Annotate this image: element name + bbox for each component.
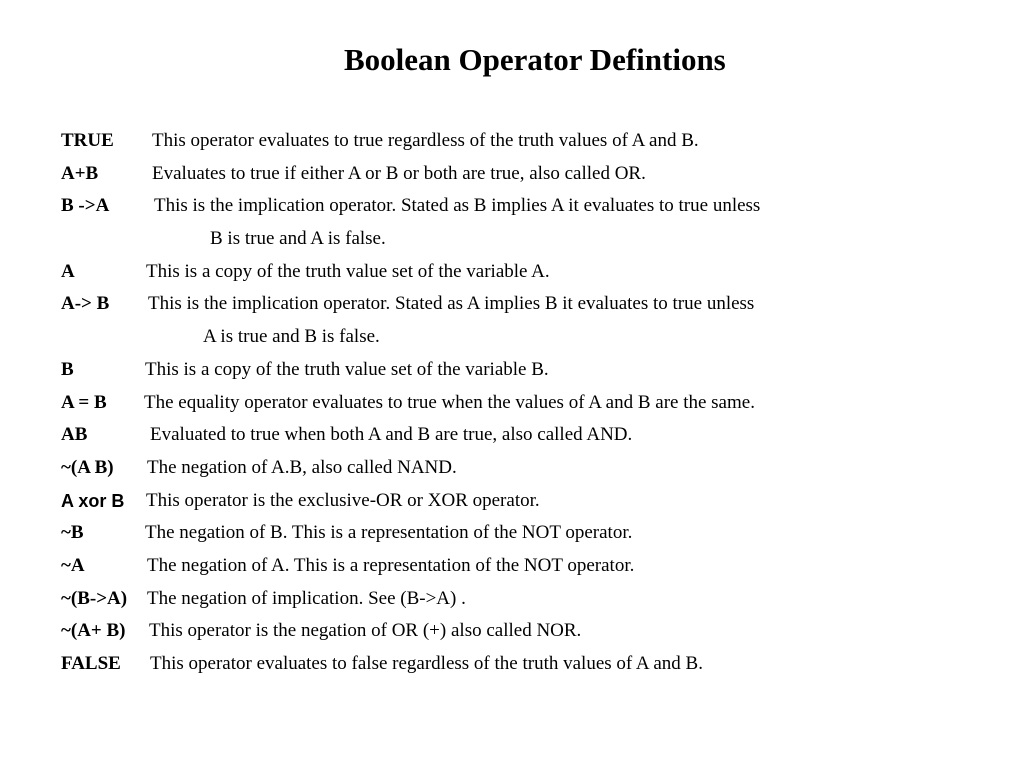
- definition-b-implies-a-continuation: [61, 223, 1001, 256]
- definition-description: The negation of implication. See (B->A) .: [147, 587, 466, 609]
- definition-a-implies-b: [61, 288, 1001, 321]
- definition-term: A: [61, 260, 75, 282]
- definition-description: The negation of A.B, also called NAND.: [147, 456, 457, 478]
- definition-term: A+B: [61, 162, 99, 184]
- definition-term: ~(B->A): [61, 587, 128, 609]
- definition-continuation: A is true and B is false.: [203, 326, 380, 348]
- definition-term: A-> B: [61, 293, 110, 315]
- definition-not-a: [61, 550, 1001, 583]
- definition-not-b: [61, 517, 1001, 550]
- definition-description: This is a copy of the truth value set of the variable A.: [146, 260, 550, 282]
- definitions-list: [61, 125, 1001, 681]
- definition-term: B ->A: [61, 195, 110, 217]
- definition-continuation: B is true and A is false.: [210, 228, 386, 250]
- definition-description: The negation of A. This is a representation of the NOT operator.: [147, 554, 635, 576]
- definition-nor: [61, 615, 1001, 648]
- definition-and: [61, 419, 1001, 452]
- definition-equality: [61, 387, 1001, 420]
- definition-description: This is the implication operator. Stated as B implies A it evaluates to true unless: [154, 195, 761, 217]
- definition-description: Evaluated to true when both A and B are true, also called AND.: [150, 424, 633, 446]
- definition-true: [61, 125, 1001, 158]
- definition-description: The equality operator evaluates to true when the values of A and B are the same.: [144, 391, 755, 413]
- definition-term: ~B: [61, 522, 84, 544]
- definition-term: A = B: [61, 391, 107, 413]
- definition-term: B: [61, 358, 74, 380]
- definition-description: This is the implication operator. Stated as A implies B it evaluates to true unless: [148, 293, 755, 315]
- definition-term: FALSE: [61, 653, 121, 674]
- definition-b-implies-a: [61, 190, 1001, 223]
- definition-nand: [61, 452, 1001, 485]
- definition-description: This operator evaluates to true regardless of the truth values of A and B.: [152, 130, 699, 151]
- definition-term: TRUE: [61, 130, 114, 151]
- definition-description: This operator evaluates to false regardless of the truth values of A and B.: [150, 653, 703, 674]
- definition-not-implication: [61, 583, 1001, 616]
- definition-description: This operator is the negation of OR (+) also called NOR.: [149, 620, 582, 642]
- definition-description: This is a copy of the truth value set of the variable B.: [145, 358, 549, 380]
- definition-term: A xor B: [61, 490, 125, 511]
- definition-description: The negation of B. This is a representation of the NOT operator.: [145, 522, 633, 544]
- definition-or: [61, 158, 1001, 191]
- definition-term: ~(A+ B): [61, 620, 126, 642]
- definition-term: AB: [61, 424, 88, 446]
- definition-term: ~(A B): [61, 456, 114, 478]
- definition-false: [61, 648, 1001, 681]
- definition-xor: [61, 485, 1001, 518]
- definition-description: Evaluates to true if either A or B or both are true, also called OR.: [152, 162, 646, 184]
- slide-title: Boolean Operator Defintions: [344, 42, 726, 77]
- definition-a: [61, 256, 1001, 289]
- definition-a-implies-b-continuation: [61, 321, 1001, 354]
- definition-description: This operator is the exclusive-OR or XOR operator.: [146, 489, 540, 511]
- definition-b: [61, 354, 1001, 387]
- definition-term: ~A: [61, 554, 85, 576]
